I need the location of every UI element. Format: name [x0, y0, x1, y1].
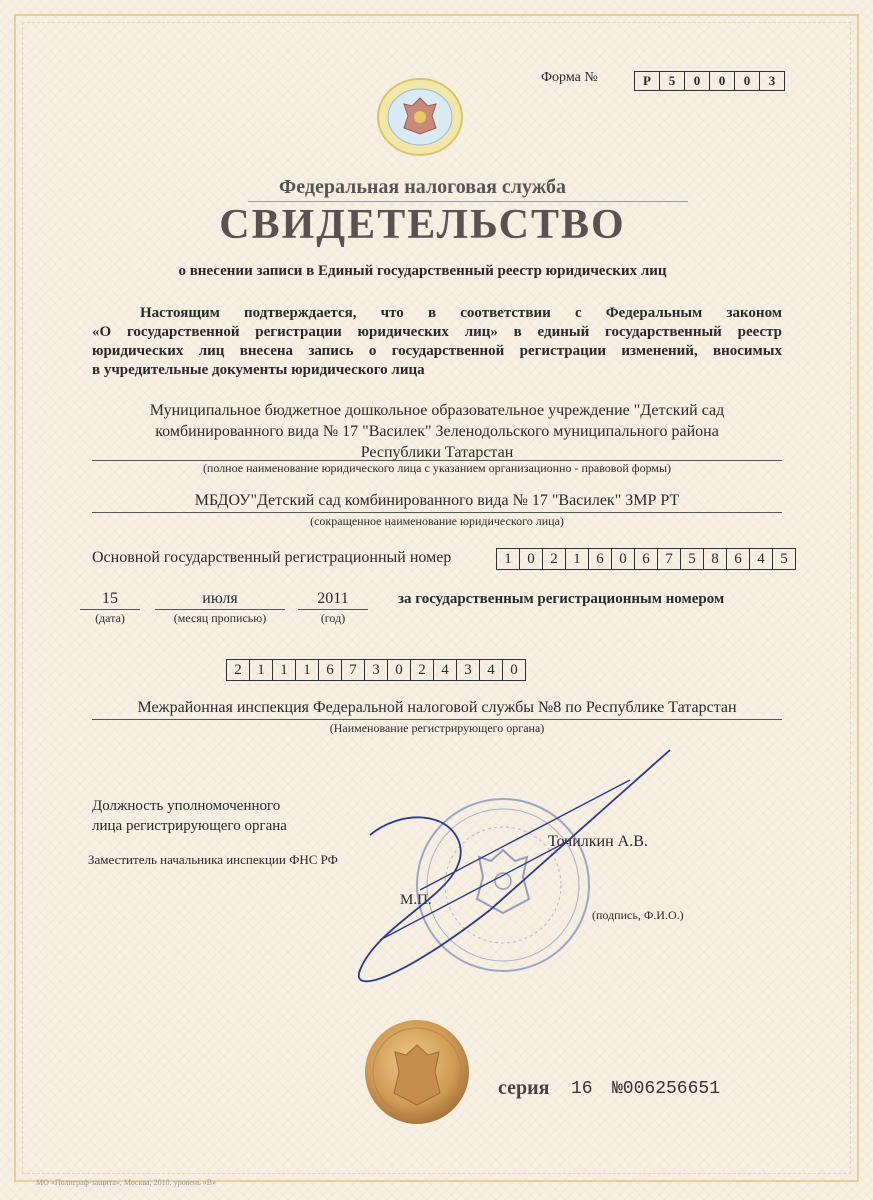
- digit-cell: 3: [457, 660, 480, 680]
- form-code: [634, 71, 785, 91]
- digit-cell: 1: [273, 660, 296, 680]
- month-underline: [155, 609, 285, 610]
- date-year: 2011: [317, 590, 349, 607]
- digit-cell: 1: [497, 549, 520, 569]
- date-month: июля: [202, 590, 238, 607]
- digit-cell: 8: [704, 549, 727, 569]
- day-underline: [80, 609, 140, 610]
- signatory-position: Заместитель начальника инспекции ФНС РФ: [88, 852, 338, 867]
- body-line-2: «О государственной регистрации юридических лиц» в единый государственный реестр: [92, 324, 782, 340]
- entity-full-name: [92, 400, 782, 463]
- agency-name: Федеральная налоговая служба: [279, 176, 566, 198]
- digit-cell: 0: [388, 660, 411, 680]
- digit-cell: 5: [660, 72, 685, 90]
- date-day: 15: [102, 590, 118, 607]
- digit-cell: 6: [319, 660, 342, 680]
- series-label: серия: [498, 1077, 550, 1099]
- short-name-caption: (сокращенное наименование юридического лица): [310, 514, 564, 528]
- digit-cell: 1: [566, 549, 589, 569]
- series-number: 16: [571, 1079, 593, 1099]
- digit-cell: 5: [681, 549, 704, 569]
- stamp-place-label: М.П.: [400, 892, 432, 908]
- digit-cell: 4: [480, 660, 503, 680]
- full-name-line-3: Республики Татарстан: [360, 444, 514, 461]
- emblem-hologram-icon: [374, 76, 466, 158]
- ogrn-number: [496, 548, 796, 570]
- position-label-line-1: Должность уполномоченного: [92, 798, 281, 814]
- signature-icon: [340, 740, 680, 1000]
- signatory-name: Точилкин А.В.: [548, 833, 648, 850]
- digit-cell: 7: [342, 660, 365, 680]
- body-line-3: юридических лиц внесена запись о государственной регистрации изменений, вносимых: [92, 343, 782, 359]
- digit-cell: 2: [227, 660, 250, 680]
- authority-name: Межрайонная инспекция Федеральной налоговой службы №8 по Республике Татарстан: [137, 699, 737, 716]
- gold-seal-icon: [362, 1017, 472, 1127]
- day-caption: (дата): [95, 611, 125, 625]
- digit-cell: 6: [727, 549, 750, 569]
- digit-cell: 0: [710, 72, 735, 90]
- position-label-line-2: лица регистрирующего органа: [92, 818, 287, 834]
- full-name-caption: (полное наименование юридического лица с указанием организационно - правовой формы): [202, 461, 672, 475]
- certificate-subtitle: о внесении записи в Единый государственный реестр юридических лиц: [178, 263, 667, 279]
- entity-short-name: МБДОУ"Детский сад комбинированного вида № 17 "Василек" ЗМР РТ: [194, 492, 680, 509]
- full-name-line-1: Муниципальное бюджетное дошкольное образовательное учреждение "Детский сад: [149, 402, 725, 419]
- digit-cell: 3: [365, 660, 388, 680]
- digit-cell: 1: [296, 660, 319, 680]
- digit-cell: 4: [434, 660, 457, 680]
- month-caption: (месяц прописью): [173, 611, 267, 625]
- digit-cell: 2: [543, 549, 566, 569]
- digit-cell: 7: [658, 549, 681, 569]
- digit-cell: 0: [685, 72, 710, 90]
- digit-cell: 0: [510, 662, 518, 678]
- digit-cell: 6: [635, 549, 658, 569]
- year-caption: (год): [320, 611, 346, 625]
- digit-cell: 3: [768, 73, 776, 88]
- form-label: Форма №: [541, 70, 598, 85]
- certificate-title: СВИДЕТЕЛЬСТВО: [219, 202, 626, 248]
- body-line-1: Настоящим подтверждается, что в соответствии с Федеральным законом: [140, 305, 782, 321]
- year-underline: [298, 609, 368, 610]
- short-name-underline: [92, 512, 782, 513]
- position-label: [92, 796, 287, 836]
- digit-cell: 0: [735, 72, 760, 90]
- printer-footer: МО «Полиграф-защита», Москва, 2010, уровень «В»: [36, 1178, 217, 1187]
- digit-cell: 1: [250, 660, 273, 680]
- ogrn-label: Основной государственный регистрационный номер: [92, 549, 452, 566]
- grn-intro: за государственным регистрационным номером: [398, 591, 725, 607]
- digit-cell: Р: [635, 72, 660, 90]
- digit-cell: 2: [411, 660, 434, 680]
- authority-underline: [92, 719, 782, 720]
- body-text: [92, 304, 782, 380]
- body-line-4: в учредительные документы юридического лица: [92, 362, 425, 378]
- authority-caption: (Наименование регистрирующего органа): [329, 721, 545, 735]
- digit-cell: 0: [520, 549, 543, 569]
- digit-cell: 0: [612, 549, 635, 569]
- digit-cell: 4: [750, 549, 773, 569]
- signature-caption: (подпись, Ф.И.О.): [592, 908, 684, 922]
- certificate-number: №006256651: [612, 1079, 721, 1099]
- grn-number: [226, 659, 526, 681]
- full-name-line-2: комбинированного вида № 17 "Василек" Зеленодольского муниципального района: [155, 423, 719, 440]
- digit-cell: 5: [780, 551, 788, 567]
- digit-cell: 6: [589, 549, 612, 569]
